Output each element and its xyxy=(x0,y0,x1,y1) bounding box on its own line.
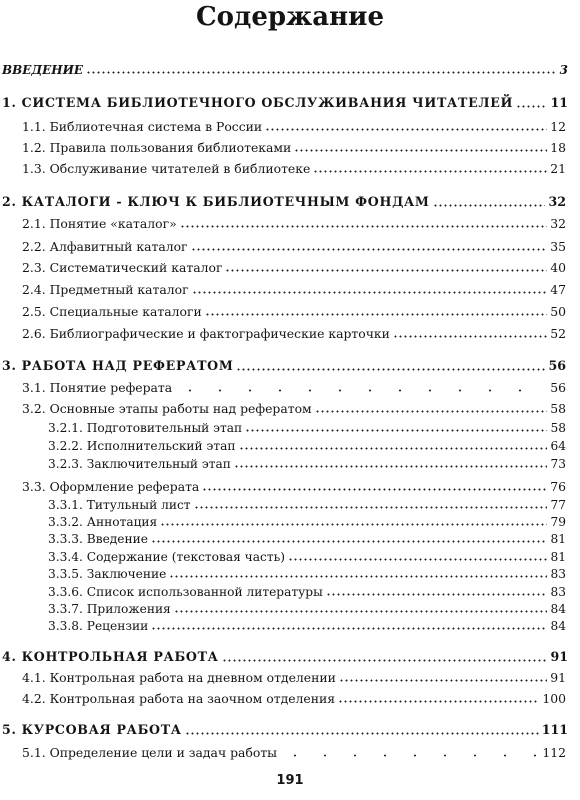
toc-entry-page: 35 xyxy=(550,238,566,254)
toc-entry-page: 56 xyxy=(550,379,566,395)
toc-entry-label: 3.3. Оформление реферата xyxy=(22,478,200,494)
toc-entry-label: 3.3.7. Приложения xyxy=(48,601,171,616)
dot-leader xyxy=(288,558,548,561)
toc-entry-label: 3.2. Основные этапы работы над рефератом xyxy=(22,400,312,416)
toc-entry-label: 3.2.1. Подготовительный этап xyxy=(48,420,243,435)
toc-entry xyxy=(0,416,580,434)
toc-entry-page: 3 xyxy=(559,63,568,77)
page-number: 191 xyxy=(276,773,304,788)
toc-entry-page: 32 xyxy=(548,194,566,210)
toc-entry-page: 77 xyxy=(550,497,566,512)
toc-entry-label: 3.3.1. Титульный лист xyxy=(48,497,191,512)
dot-leader xyxy=(294,149,547,152)
toc-entry-page: 112 xyxy=(542,744,566,760)
dot-leader xyxy=(265,128,547,131)
toc-entry xyxy=(0,157,580,175)
dot-leader xyxy=(222,659,548,662)
dot-leader xyxy=(225,269,547,272)
toc-entry-label: 3.3.2. Аннотация xyxy=(48,514,158,529)
dot-leader xyxy=(191,248,548,251)
dot-leader xyxy=(160,523,547,526)
dot-leader xyxy=(180,225,548,228)
toc-entry-label: 2.5. Специальные каталоги xyxy=(22,303,202,319)
toc-entry-label: 4. КОНТРОЛЬНАЯ РАБОТА xyxy=(2,649,219,665)
toc-entry-label: 3.2.2. Исполнительский этап xyxy=(48,438,236,453)
toc-entry xyxy=(0,235,580,253)
toc-entry xyxy=(0,580,580,598)
toc-entry-page: 40 xyxy=(550,259,566,275)
toc-entry-page: 84 xyxy=(550,618,566,633)
dot-leader xyxy=(236,368,545,371)
toc-entry-page: 84 xyxy=(550,601,566,616)
toc-entry xyxy=(0,527,580,545)
toc-entry-label: 3.1. Понятие реферата xyxy=(22,379,173,395)
toc-entry xyxy=(0,614,580,632)
dot-leader xyxy=(192,291,548,294)
dot-leader xyxy=(86,71,557,74)
toc-entry xyxy=(0,256,580,274)
toc-entry-label: 1. СИСТЕМА БИБЛИОТЕЧНОГО ОБСЛУЖИВАНИЯ ЧИТАТЕЛЕЙ xyxy=(2,95,514,111)
toc-entry-page: 12 xyxy=(550,118,566,134)
toc-entry xyxy=(0,397,580,415)
toc-entry-label: 3.3.8. Рецензии xyxy=(48,618,149,633)
toc-entry xyxy=(0,300,580,318)
dot-leader xyxy=(338,700,539,703)
toc-entry xyxy=(0,452,580,470)
toc-entry xyxy=(0,493,580,511)
toc-entry xyxy=(0,510,580,528)
dot-leader xyxy=(151,540,548,543)
toc-entry-page: 56 xyxy=(548,358,566,374)
toc-entry-page: 64 xyxy=(550,438,566,453)
dot-leader xyxy=(313,170,547,173)
toc-entry-page: 50 xyxy=(550,303,566,319)
toc-entry-page: 81 xyxy=(550,531,566,546)
toc-entry-page: 83 xyxy=(550,566,566,581)
toc-entry xyxy=(0,92,580,110)
toc-entry-page: 52 xyxy=(550,325,566,341)
toc-entry xyxy=(0,687,580,705)
toc-entry-label: 2.2. Алфавитный каталог xyxy=(22,238,188,254)
dot-leader xyxy=(174,610,548,613)
dot-leader xyxy=(245,429,547,432)
toc-entry-page: 58 xyxy=(550,400,566,416)
toc-entry-label: 3.3.5. Заключение xyxy=(48,566,167,581)
toc-entry-label: 4.2. Контрольная работа на заочном отделения xyxy=(22,690,336,706)
toc-entry-page: 76 xyxy=(550,478,566,494)
dot-leader xyxy=(151,627,547,630)
toc-entry xyxy=(0,545,580,563)
dot-leader xyxy=(175,389,547,392)
toc-entry-label: 3.3.3. Введение xyxy=(48,531,148,546)
toc-entry xyxy=(0,741,580,759)
toc-entry-page: 91 xyxy=(550,669,566,685)
toc-entry xyxy=(0,562,580,580)
toc-entry-label: 2. КАТАЛОГИ - КЛЮЧ К БИБЛИОТЕЧНЫМ ФОНДАМ xyxy=(2,194,430,210)
toc-entry xyxy=(0,58,580,76)
toc-entry-page: 111 xyxy=(541,722,568,738)
dot-leader xyxy=(433,204,546,207)
dot-leader xyxy=(516,105,547,108)
toc-entry xyxy=(0,212,580,230)
toc-entry xyxy=(0,597,580,615)
toc-entry-label: 1.3. Обслуживание читателей в библиотеке xyxy=(22,160,311,176)
dot-leader xyxy=(169,575,547,578)
dot-leader xyxy=(202,488,547,491)
toc-entry-label: 2.1. Понятие «каталог» xyxy=(22,215,177,231)
dot-leader xyxy=(280,754,539,757)
toc-entry-page: 11 xyxy=(550,95,568,111)
toc-entry xyxy=(0,278,580,296)
toc-entry-label: 3.3.4. Содержание (текстовая часть) xyxy=(48,549,285,564)
toc-entry-label: 3.3.6. Список использованной литературы xyxy=(48,584,323,599)
toc-entry xyxy=(0,191,580,209)
toc-entry-label: 2.6. Библиографические и фактографические карточки xyxy=(22,325,390,341)
toc-entry-page: 91 xyxy=(550,649,568,665)
toc-entry-page: 73 xyxy=(550,456,566,471)
toc-entry-label: ВВЕДЕНИЕ xyxy=(2,63,84,77)
toc-entry xyxy=(0,115,580,133)
toc-entry xyxy=(0,355,580,373)
toc-entry-page: 47 xyxy=(550,281,566,297)
toc-entry xyxy=(0,376,580,394)
toc-entry xyxy=(0,136,580,154)
toc-entry-page: 58 xyxy=(550,420,566,435)
dot-leader xyxy=(339,679,547,682)
dot-leader xyxy=(205,313,547,316)
dot-leader xyxy=(234,465,548,468)
toc-entry-label: 3. РАБОТА НАД РЕФЕРАТОМ xyxy=(2,358,234,374)
toc-entry-page: 18 xyxy=(550,139,566,155)
toc-entry xyxy=(0,322,580,340)
dot-leader xyxy=(315,410,548,413)
dot-leader xyxy=(185,732,539,735)
toc-entry-page: 100 xyxy=(542,690,566,706)
toc-entry-page: 79 xyxy=(550,514,566,529)
toc-entry-label: 4.1. Контрольная работа на дневном отделении xyxy=(22,669,336,685)
toc-entry-page: 81 xyxy=(550,549,566,564)
toc-entry xyxy=(0,646,580,664)
toc-entry-label: 2.3. Систематический каталог xyxy=(22,259,223,275)
toc-entry-label: 2.4. Предметный каталог xyxy=(22,281,189,297)
toc-entry-page: 83 xyxy=(550,584,566,599)
toc-entry-label: 5.1. Определение цели и задач работы xyxy=(22,744,278,760)
toc-entry xyxy=(0,666,580,684)
toc-entry xyxy=(0,434,580,452)
page-title: Содержание xyxy=(195,2,385,32)
toc-entry-page: 21 xyxy=(550,160,566,176)
toc-entry-label: 1.2. Правила пользования библиотеками xyxy=(22,139,292,155)
toc-entry-label: 1.1. Библиотечная система в России xyxy=(22,118,263,134)
dot-leader xyxy=(326,593,548,596)
toc-entry-label: 5. КУРСОВАЯ РАБОТА xyxy=(2,722,182,738)
toc-entry-label: 3.2.3. Заключительный этап xyxy=(48,456,231,471)
toc-entry xyxy=(0,719,580,737)
dot-leader xyxy=(194,506,548,509)
dot-leader xyxy=(393,335,547,338)
dot-leader xyxy=(239,447,548,450)
toc-entry-page: 32 xyxy=(550,215,566,231)
toc-entry xyxy=(0,475,580,493)
